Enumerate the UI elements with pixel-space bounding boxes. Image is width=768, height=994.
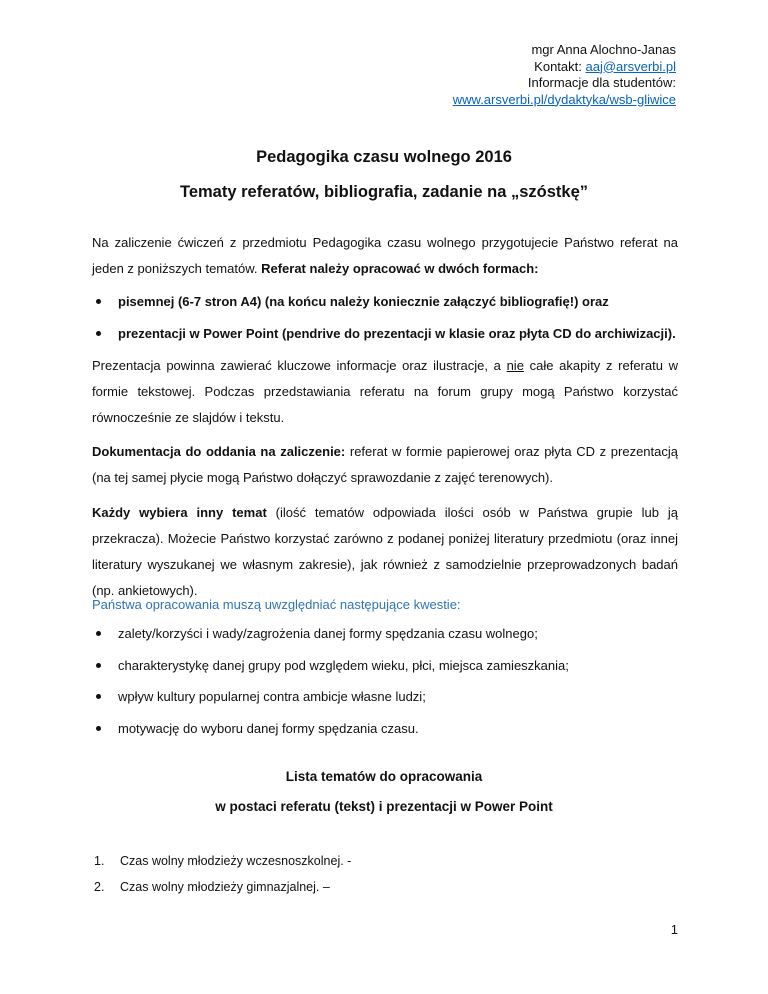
list-heading: Lista tematów do opracowania [285, 769, 483, 784]
documentation-text: referat w formie papierowej oraz płyta CD z prezentacją (na tej samej płycie mogą Państwo dołączyć sprawozdanie z zajęć terenowych). [92, 444, 678, 485]
list-item [92, 852, 692, 878]
list-item: prezentacji w Power Point (pendrive do prezentacji w klasie oraz płyta CD do archiwizacji). [92, 325, 692, 357]
topic-number: 1. [94, 854, 105, 868]
info-url-link[interactable]: www.arsverbi.pl/dydaktyka/wsb-gliwice [452, 91, 676, 107]
issues-list [92, 625, 692, 751]
topic-text: Czas wolny młodzieży gimnazjalnej. – [120, 880, 330, 894]
contact-label: Kontakt: [534, 58, 586, 74]
topics-list [92, 852, 692, 904]
presentation-text: Prezentacja powinna zawierać kluczowe informacje oraz ilustracje, a [92, 358, 507, 373]
list-item [92, 878, 692, 904]
list-item: charakterystykę danej grupy pod względem wieku, płci, miejsca zamieszkania; [92, 657, 692, 689]
list-item: motywację do wyboru danej formy spędzania czasu. [92, 720, 692, 752]
presentation-underlined: nie [506, 358, 524, 373]
intro-paragraph [92, 230, 678, 282]
issues-heading: Państwa opracowania muszą uwzględniać następujące kwestie: [92, 597, 461, 612]
forms-list [92, 293, 692, 356]
documentation-bold: Dokumentacja do oddania na zaliczenie: [92, 444, 346, 459]
contact-line [453, 59, 676, 76]
topic-text: Czas wolny młodzieży wczesnoszkolnej. - [120, 854, 352, 868]
list-subheading: w postaci referatu (tekst) i prezentacji w Power Point [215, 799, 553, 814]
topic-number: 2. [94, 880, 105, 894]
author-name: mgr Anna Alochno-Janas [531, 42, 676, 57]
presentation-text-end: całe akapity z referatu w formie tekstowej. Podczas przedstawiania referatu na forum grupy mogą Państwo korzystać równocześnie ze slajdów i tekstu. [92, 358, 679, 425]
topics-note-bold: Każdy wybiera inny temat [92, 505, 267, 520]
author-header [453, 42, 676, 108]
list-item: pisemnej (6-7 stron A4) (na końcu należy koniecznie załączyć bibliografię!) oraz [92, 293, 692, 325]
contact-email-link[interactable]: aaj@arsverbi.pl [585, 58, 676, 74]
list-item: zalety/korzyści i wady/zagrożenia danej formy spędzania czasu wolnego; [92, 625, 692, 657]
list-item: wpływ kultury popularnej contra ambicje własne ludzi; [92, 688, 692, 720]
presentation-paragraph [92, 353, 678, 431]
documentation-paragraph [92, 439, 678, 491]
page-number: 1 [670, 922, 678, 937]
intro-text: Na zaliczenie ćwiczeń z przedmiotu Pedagogika czasu wolnego przygotujecie Państwo referat na jeden z poniższych tematów. [92, 235, 678, 276]
topics-note-text: (ilość tematów odpowiada ilości osób w Państwa grupie lub ją przekracza). Możecie Państwo korzystać zarówno z podanej poniżej literatury przedmiotu (oraz innej literatury wyszukanej we własnym zakresie), jak również z samodzielnie przeprowadzonych badań (np. ankietowych). [92, 505, 678, 598]
document-title: Pedagogika czasu wolnego 2016 [256, 148, 512, 166]
info-label: Informacje dla studentów: [527, 75, 676, 90]
document-subtitle: Tematy referatów, bibliografia, zadanie na „szóstkę” [179, 183, 589, 201]
topics-note-paragraph [92, 500, 678, 604]
intro-bold: Referat należy opracować w dwóch formach: [261, 261, 539, 276]
